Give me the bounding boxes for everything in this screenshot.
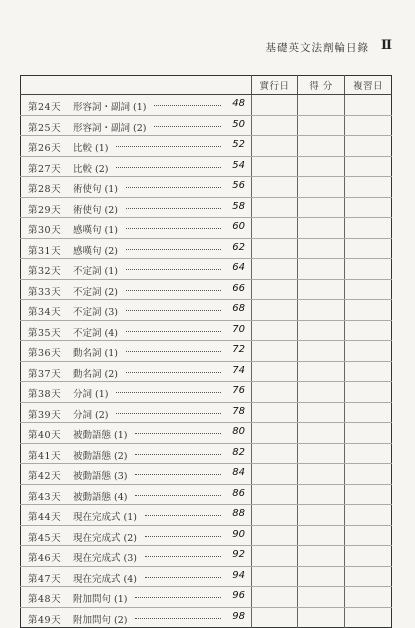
topic-label: 不定詞 (3) bbox=[73, 307, 118, 318]
page-ref: 60 bbox=[232, 221, 245, 232]
day-label: 第29天 bbox=[28, 204, 62, 216]
dot-leader bbox=[154, 125, 221, 127]
lesson-cell bbox=[21, 607, 252, 628]
lesson-cell bbox=[21, 423, 252, 444]
score-cell[interactable] bbox=[298, 300, 345, 321]
lesson-cell bbox=[21, 177, 252, 198]
topic-label: 被動語態 (1) bbox=[73, 430, 128, 441]
date-cell[interactable] bbox=[252, 300, 298, 321]
date-cell[interactable] bbox=[252, 443, 298, 464]
day-label: 第41天 bbox=[28, 450, 62, 462]
date-cell[interactable] bbox=[252, 115, 298, 136]
date-cell[interactable] bbox=[252, 279, 298, 300]
page-ref: 68 bbox=[232, 303, 245, 314]
page-ref: 54 bbox=[232, 159, 245, 171]
topic-label: 不定詞 (2) bbox=[73, 286, 118, 298]
page-ref: 48 bbox=[232, 98, 245, 109]
column-header-review: 複習日 bbox=[345, 76, 392, 95]
review-cell[interactable] bbox=[345, 587, 392, 608]
dot-leader bbox=[135, 453, 221, 455]
review-cell[interactable] bbox=[345, 361, 392, 382]
day-label: 第43天 bbox=[28, 491, 62, 503]
score-cell[interactable] bbox=[298, 525, 345, 546]
date-cell[interactable] bbox=[252, 218, 298, 239]
table-row bbox=[21, 279, 392, 300]
date-cell[interactable] bbox=[252, 546, 298, 567]
lesson-cell bbox=[21, 382, 252, 403]
dot-leader bbox=[116, 391, 221, 393]
score-cell[interactable] bbox=[298, 464, 345, 485]
date-cell[interactable] bbox=[252, 525, 298, 546]
score-cell[interactable] bbox=[298, 341, 345, 362]
review-cell[interactable] bbox=[345, 259, 392, 280]
page-number: Ⅱ bbox=[381, 38, 392, 53]
date-cell[interactable] bbox=[252, 505, 298, 526]
review-cell[interactable] bbox=[345, 320, 392, 341]
table-row bbox=[21, 423, 392, 444]
day-label: 第46天 bbox=[28, 553, 62, 564]
review-cell[interactable] bbox=[345, 341, 392, 362]
day-label: 第45天 bbox=[28, 532, 62, 544]
review-cell[interactable] bbox=[345, 218, 392, 239]
table-row bbox=[21, 546, 392, 567]
review-cell[interactable] bbox=[345, 156, 392, 177]
review-cell[interactable] bbox=[345, 546, 392, 567]
topic-label: 感嘆句 (1) bbox=[73, 225, 118, 236]
page-ref: 80 bbox=[232, 426, 245, 437]
page-ref: 56 bbox=[232, 180, 245, 191]
dot-leader bbox=[126, 268, 221, 270]
score-cell[interactable] bbox=[298, 156, 345, 177]
score-cell[interactable] bbox=[298, 607, 345, 628]
lesson-cell bbox=[21, 156, 252, 177]
dot-leader bbox=[135, 432, 221, 434]
table-row bbox=[21, 238, 392, 259]
dot-leader bbox=[135, 473, 221, 475]
review-cell[interactable] bbox=[345, 484, 392, 505]
page-ref: 98 bbox=[232, 610, 245, 622]
lesson-cell bbox=[21, 300, 252, 321]
page-ref: 78 bbox=[232, 405, 245, 417]
lesson-cell bbox=[21, 341, 252, 362]
date-cell[interactable] bbox=[252, 402, 298, 423]
day-label: 第32天 bbox=[28, 266, 62, 277]
day-label: 第31天 bbox=[28, 245, 62, 257]
review-cell[interactable] bbox=[345, 443, 392, 464]
page-ref: 84 bbox=[232, 467, 245, 478]
topic-label: 術使句 (2) bbox=[73, 204, 118, 216]
page-ref: 66 bbox=[232, 282, 245, 294]
day-label: 第24天 bbox=[28, 102, 62, 113]
dot-leader bbox=[135, 617, 221, 619]
review-cell[interactable] bbox=[345, 300, 392, 321]
page-ref: 86 bbox=[232, 487, 245, 499]
topic-label: 被動語態 (2) bbox=[73, 450, 128, 462]
lesson-cell bbox=[21, 587, 252, 608]
date-cell[interactable] bbox=[252, 382, 298, 403]
page-ref: 90 bbox=[232, 528, 245, 540]
dot-leader bbox=[145, 555, 221, 557]
topic-label: 現在完成式 (1) bbox=[73, 512, 137, 523]
review-cell[interactable] bbox=[345, 505, 392, 526]
review-cell[interactable] bbox=[345, 525, 392, 546]
topic-label: 形容詞・副詞 (2) bbox=[73, 122, 147, 134]
dot-leader bbox=[126, 350, 221, 352]
review-cell[interactable] bbox=[345, 95, 392, 116]
table-row bbox=[21, 464, 392, 485]
page-ref: 74 bbox=[232, 364, 245, 376]
score-cell[interactable] bbox=[298, 443, 345, 464]
day-label: 第47天 bbox=[28, 573, 62, 585]
topic-label: 現在完成式 (4) bbox=[73, 573, 137, 585]
page-ref: 58 bbox=[232, 200, 245, 212]
dot-leader bbox=[126, 289, 221, 291]
topic-label: 被動語態 (4) bbox=[73, 491, 128, 503]
score-cell[interactable] bbox=[298, 177, 345, 198]
dot-leader bbox=[126, 309, 221, 311]
dot-leader bbox=[116, 412, 221, 414]
score-cell[interactable] bbox=[298, 115, 345, 136]
lesson-cell bbox=[21, 320, 252, 341]
dot-leader bbox=[145, 576, 221, 578]
day-label: 第30天 bbox=[28, 225, 62, 236]
score-cell[interactable] bbox=[298, 382, 345, 403]
lesson-cell bbox=[21, 402, 252, 423]
topic-label: 現在完成式 (2) bbox=[73, 532, 137, 544]
page-ref: 52 bbox=[232, 139, 245, 150]
day-label: 第25天 bbox=[28, 122, 62, 134]
lesson-cell bbox=[21, 505, 252, 526]
date-cell[interactable] bbox=[252, 484, 298, 505]
review-cell[interactable] bbox=[345, 402, 392, 423]
dot-leader bbox=[126, 248, 221, 250]
dot-leader bbox=[116, 166, 221, 168]
date-cell[interactable] bbox=[252, 197, 298, 218]
review-cell[interactable] bbox=[345, 177, 392, 198]
table-row bbox=[21, 300, 392, 321]
topic-label: 比較 (1) bbox=[73, 143, 109, 154]
score-cell[interactable] bbox=[298, 320, 345, 341]
page-ref: 50 bbox=[232, 118, 245, 130]
table-row bbox=[21, 177, 392, 198]
score-cell[interactable] bbox=[298, 136, 345, 157]
day-label: 第48天 bbox=[28, 594, 62, 605]
header-blank-cell bbox=[21, 76, 252, 95]
day-label: 第33天 bbox=[28, 286, 62, 298]
review-cell[interactable] bbox=[345, 423, 392, 444]
score-cell[interactable] bbox=[298, 587, 345, 608]
lesson-cell bbox=[21, 546, 252, 567]
lesson-cell bbox=[21, 197, 252, 218]
table-row bbox=[21, 320, 392, 341]
score-cell[interactable] bbox=[298, 259, 345, 280]
score-cell[interactable] bbox=[298, 484, 345, 505]
score-cell[interactable] bbox=[298, 546, 345, 567]
table-row bbox=[21, 402, 392, 423]
table-row bbox=[21, 95, 392, 116]
topic-label: 比較 (2) bbox=[73, 163, 109, 175]
topic-label: 形容詞・副詞 (1) bbox=[73, 102, 147, 113]
date-cell[interactable] bbox=[252, 361, 298, 382]
study-plan-table bbox=[20, 75, 392, 628]
day-label: 第39天 bbox=[28, 409, 62, 421]
dot-leader bbox=[154, 104, 221, 106]
score-cell[interactable] bbox=[298, 402, 345, 423]
day-label: 第49天 bbox=[28, 614, 62, 626]
dot-leader bbox=[145, 535, 221, 537]
review-cell[interactable] bbox=[345, 238, 392, 259]
table-row bbox=[21, 115, 392, 136]
review-cell[interactable] bbox=[345, 136, 392, 157]
score-cell[interactable] bbox=[298, 238, 345, 259]
day-label: 第38天 bbox=[28, 389, 62, 400]
page-ref: 64 bbox=[232, 262, 245, 273]
day-label: 第26天 bbox=[28, 143, 62, 154]
date-cell[interactable] bbox=[252, 587, 298, 608]
review-cell[interactable] bbox=[345, 566, 392, 587]
date-cell[interactable] bbox=[252, 238, 298, 259]
date-cell[interactable] bbox=[252, 320, 298, 341]
day-label: 第27天 bbox=[28, 163, 62, 175]
topic-label: 動名詞 (2) bbox=[73, 368, 118, 380]
review-cell[interactable] bbox=[345, 382, 392, 403]
dot-leader bbox=[135, 596, 221, 598]
table-row bbox=[21, 197, 392, 218]
lesson-cell bbox=[21, 566, 252, 587]
review-cell[interactable] bbox=[345, 464, 392, 485]
lesson-cell bbox=[21, 361, 252, 382]
table-body bbox=[21, 95, 392, 628]
running-title: 基礎英文法劑輪日錄 bbox=[265, 42, 369, 54]
score-cell[interactable] bbox=[298, 218, 345, 239]
page-ref: 62 bbox=[232, 241, 245, 253]
lesson-cell bbox=[21, 95, 252, 116]
lesson-cell bbox=[21, 115, 252, 136]
table-row bbox=[21, 587, 392, 608]
date-cell[interactable] bbox=[252, 156, 298, 177]
page-ref: 92 bbox=[232, 549, 245, 560]
score-cell[interactable] bbox=[298, 566, 345, 587]
column-header-date: 實行日 bbox=[252, 76, 298, 95]
date-cell[interactable] bbox=[252, 177, 298, 198]
day-label: 第42天 bbox=[28, 471, 62, 482]
topic-label: 感嘆句 (2) bbox=[73, 245, 118, 257]
table-row bbox=[21, 382, 392, 403]
score-cell[interactable] bbox=[298, 361, 345, 382]
score-cell[interactable] bbox=[298, 505, 345, 526]
table-row bbox=[21, 505, 392, 526]
score-cell[interactable] bbox=[298, 197, 345, 218]
day-label: 第28天 bbox=[28, 184, 62, 195]
dot-leader bbox=[126, 330, 221, 332]
page-ref: 76 bbox=[232, 385, 245, 396]
table-row bbox=[21, 443, 392, 464]
page-ref: 96 bbox=[232, 590, 245, 601]
date-cell[interactable] bbox=[252, 341, 298, 362]
page-ref: 82 bbox=[232, 446, 245, 458]
table-row bbox=[21, 361, 392, 382]
table-row bbox=[21, 341, 392, 362]
day-label: 第37天 bbox=[28, 368, 62, 380]
lesson-cell bbox=[21, 238, 252, 259]
topic-label: 不定詞 (1) bbox=[73, 266, 118, 277]
topic-label: 分詞 (2) bbox=[73, 409, 109, 421]
topic-label: 被動語態 (3) bbox=[73, 471, 128, 482]
dot-leader bbox=[126, 371, 221, 373]
day-label: 第35天 bbox=[28, 327, 62, 339]
dot-leader bbox=[116, 145, 221, 147]
date-cell[interactable] bbox=[252, 136, 298, 157]
table-row bbox=[21, 218, 392, 239]
date-cell[interactable] bbox=[252, 566, 298, 587]
topic-label: 附加問句 (2) bbox=[73, 614, 128, 626]
lesson-cell bbox=[21, 259, 252, 280]
page-ref: 70 bbox=[232, 323, 245, 335]
dot-leader bbox=[126, 186, 221, 188]
table-row bbox=[21, 525, 392, 546]
table-row bbox=[21, 156, 392, 177]
page-ref: 94 bbox=[232, 569, 245, 581]
lesson-cell bbox=[21, 136, 252, 157]
table-row bbox=[21, 607, 392, 628]
column-header-score: 得 分 bbox=[298, 76, 345, 95]
score-cell[interactable] bbox=[298, 95, 345, 116]
page-header bbox=[0, 40, 415, 56]
day-label: 第44天 bbox=[28, 512, 62, 523]
page-ref: 88 bbox=[232, 508, 245, 519]
score-cell[interactable] bbox=[298, 279, 345, 300]
table-row bbox=[21, 259, 392, 280]
topic-label: 附加問句 (1) bbox=[73, 594, 128, 605]
date-cell[interactable] bbox=[252, 464, 298, 485]
table-row bbox=[21, 566, 392, 587]
page-ref: 72 bbox=[232, 344, 245, 355]
dot-leader bbox=[145, 514, 221, 516]
lesson-cell bbox=[21, 464, 252, 485]
date-cell[interactable] bbox=[252, 259, 298, 280]
day-label: 第36天 bbox=[28, 348, 62, 359]
dot-leader bbox=[126, 227, 221, 229]
topic-label: 現在完成式 (3) bbox=[73, 553, 137, 564]
lesson-cell bbox=[21, 484, 252, 505]
review-cell[interactable] bbox=[345, 279, 392, 300]
lesson-cell bbox=[21, 443, 252, 464]
topic-label: 不定詞 (4) bbox=[73, 327, 118, 339]
date-cell[interactable] bbox=[252, 423, 298, 444]
score-cell[interactable] bbox=[298, 423, 345, 444]
review-cell[interactable] bbox=[345, 197, 392, 218]
topic-label: 術使句 (1) bbox=[73, 184, 118, 195]
lesson-cell bbox=[21, 279, 252, 300]
lesson-cell bbox=[21, 218, 252, 239]
date-cell[interactable] bbox=[252, 95, 298, 116]
day-label: 第34天 bbox=[28, 307, 62, 318]
dot-leader bbox=[126, 207, 221, 209]
table-header-row bbox=[21, 76, 392, 95]
dot-leader bbox=[135, 494, 221, 496]
lesson-cell bbox=[21, 525, 252, 546]
table-row bbox=[21, 136, 392, 157]
topic-label: 分詞 (1) bbox=[73, 389, 109, 400]
review-cell[interactable] bbox=[345, 607, 392, 628]
topic-label: 動名詞 (1) bbox=[73, 348, 118, 359]
date-cell[interactable] bbox=[252, 607, 298, 628]
day-label: 第40天 bbox=[28, 430, 62, 441]
review-cell[interactable] bbox=[345, 115, 392, 136]
table-row bbox=[21, 484, 392, 505]
